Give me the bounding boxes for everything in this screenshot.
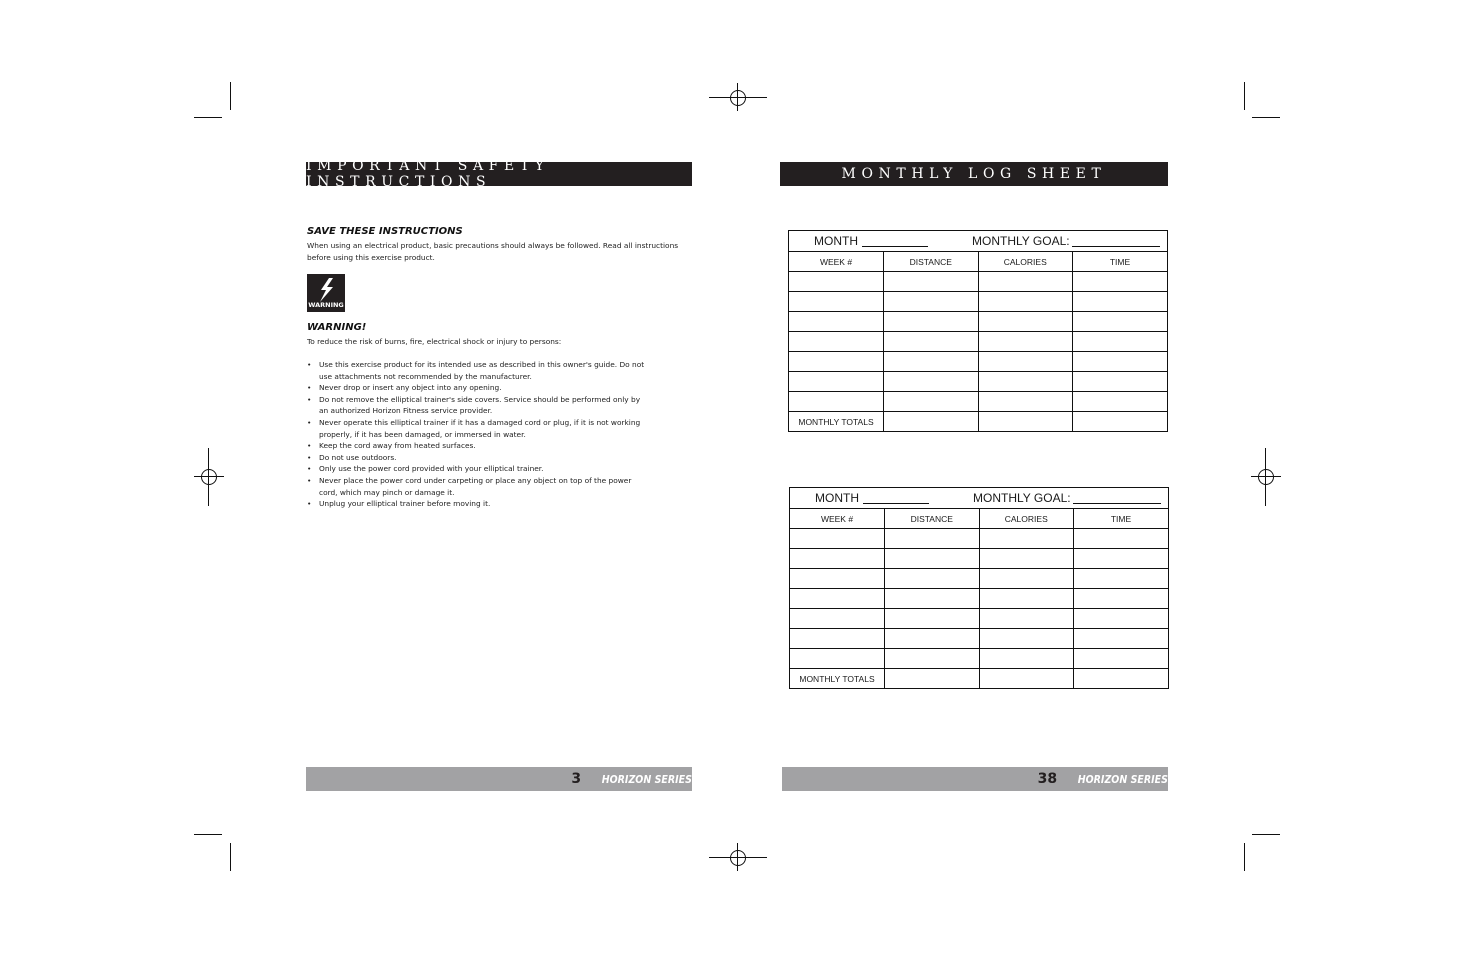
monthly-goal-label: MONTHLY GOAL: <box>973 491 1071 505</box>
column-header: TIME <box>1074 509 1169 529</box>
table-cell <box>978 272 1073 292</box>
column-header: WEEK # <box>789 252 884 272</box>
warning-text: To reduce the risk of burns, fire, electrical shock or injury to persons: <box>307 337 562 346</box>
table-cell <box>979 569 1074 589</box>
table-cell <box>1073 312 1168 332</box>
crop-mark <box>1244 82 1245 110</box>
month-label: MONTH <box>815 491 859 505</box>
table-cell <box>789 332 884 352</box>
log-grid <box>789 252 1167 431</box>
table-cell <box>884 372 979 392</box>
list-item: • Do not use outdoors. <box>307 452 649 464</box>
table-cell <box>979 609 1074 629</box>
table-row <box>790 569 1168 589</box>
table-row <box>789 292 1167 312</box>
table-cell <box>1074 549 1169 569</box>
table-cell <box>789 292 884 312</box>
totals-row <box>789 412 1167 432</box>
intro-text <box>307 240 697 264</box>
goal-entry-line <box>1073 503 1161 504</box>
table-cell <box>789 372 884 392</box>
table-cell <box>978 292 1073 312</box>
table-cell <box>978 352 1073 372</box>
list-item: • Only use the power cord provided with your elliptical trainer. <box>307 463 649 475</box>
table-row <box>790 529 1168 549</box>
column-header: WEEK # <box>790 509 885 529</box>
table-cell <box>884 312 979 332</box>
table-row <box>789 352 1167 372</box>
save-instructions-title: SAVE THESE INSTRUCTIONS <box>307 226 463 237</box>
table-row <box>789 332 1167 352</box>
page-number: 3 <box>571 771 582 787</box>
table-cell <box>789 312 884 332</box>
table-cell <box>790 589 885 609</box>
list-item: • Do not remove the elliptical trainer's side covers. Service should be performed only by an authorized Horizon Fitness service provider. <box>307 394 649 417</box>
table-cell <box>789 392 884 412</box>
table-cell <box>978 412 1073 432</box>
table-cell <box>790 529 885 549</box>
list-item: • Never operate this elliptical trainer if it has a damaged cord or plug, if it is not working properly, if it has been damaged, or immersed in water. <box>307 417 649 440</box>
table-row <box>790 589 1168 609</box>
table-cell <box>1073 272 1168 292</box>
log-sheet-header-text: MONTHLY LOG SHEET <box>841 166 1107 182</box>
table-cell <box>978 332 1073 352</box>
registration-circle-icon <box>1258 469 1274 485</box>
table-cell <box>790 609 885 629</box>
list-item: • Never place the power cord under carpeting or place any object on top of the power cord, which may pinch or damage it. <box>307 475 649 498</box>
column-header: CALORIES <box>978 252 1073 272</box>
month-label: MONTH <box>814 234 858 248</box>
table-cell <box>979 529 1074 549</box>
registration-circle-icon <box>730 850 746 866</box>
column-header: TIME <box>1073 252 1168 272</box>
table-cell <box>790 569 885 589</box>
table-cell <box>1073 352 1168 372</box>
crop-mark <box>1252 834 1280 835</box>
registration-circle-icon <box>730 90 746 106</box>
goal-entry-line <box>1072 246 1160 247</box>
table-cell <box>884 272 979 292</box>
monthly-log-table-1 <box>788 230 1168 432</box>
table-cell <box>885 669 980 689</box>
table-cell <box>790 629 885 649</box>
table-cell <box>885 589 980 609</box>
monthly-log-table-2 <box>789 487 1169 689</box>
table-cell <box>1074 629 1169 649</box>
list-item: • Unplug your elliptical trainer before moving it. <box>307 498 649 510</box>
table-cell <box>1074 589 1169 609</box>
table-cell <box>979 549 1074 569</box>
crop-mark <box>194 117 222 118</box>
table-cell <box>978 372 1073 392</box>
list-item: • Use this exercise product for its intended use as described in this owner's guide. Do not use attachments not recommended by the manufacturer. <box>307 359 649 382</box>
table-cell <box>884 332 979 352</box>
table-cell <box>979 629 1074 649</box>
table-cell <box>978 392 1073 412</box>
table-cell <box>1074 569 1169 589</box>
column-header: DISTANCE <box>885 509 980 529</box>
table-cell <box>885 569 980 589</box>
intro-line-1: When using an electrical product, basic precautions should always be followed. Read all instructions <box>307 241 679 250</box>
list-item: • Keep the cord away from heated surfaces. <box>307 440 649 452</box>
series-name: HORIZON SERIES <box>601 772 692 786</box>
left-footer <box>306 767 692 791</box>
crop-mark <box>230 82 231 110</box>
table-cell <box>979 669 1074 689</box>
table-row <box>789 312 1167 332</box>
table-row <box>789 392 1167 412</box>
table-row <box>789 272 1167 292</box>
table-cell <box>790 549 885 569</box>
table-cell <box>979 589 1074 609</box>
table-cell <box>1073 392 1168 412</box>
column-header: CALORIES <box>979 509 1074 529</box>
table-cell <box>1074 609 1169 629</box>
table-cell <box>885 549 980 569</box>
table-row <box>790 629 1168 649</box>
log-title-row <box>789 231 1167 252</box>
log-title-row <box>790 488 1168 509</box>
safety-header-text: IMPORTANT SAFETY INSTRUCTIONS <box>306 158 550 190</box>
safety-bullet-list <box>307 359 649 510</box>
table-header-row <box>789 252 1167 272</box>
table-cell <box>1074 649 1169 669</box>
crop-mark <box>1252 117 1280 118</box>
table-cell <box>979 649 1074 669</box>
intro-line-2: before using this exercise product. <box>307 253 435 262</box>
table-row <box>790 649 1168 669</box>
list-item: • Never drop or insert any object into any opening. <box>307 382 649 394</box>
warning-lightning-icon <box>307 274 345 312</box>
page-number: 38 <box>1037 771 1058 787</box>
month-entry-line <box>862 246 928 247</box>
crop-mark <box>194 834 222 835</box>
totals-row <box>790 669 1168 689</box>
column-header: DISTANCE <box>884 252 979 272</box>
warning-icon-label: WARNING <box>308 301 344 309</box>
totals-label: MONTHLY TOTALS <box>790 669 885 689</box>
table-cell <box>1073 372 1168 392</box>
table-cell <box>1073 292 1168 312</box>
table-cell <box>885 649 980 669</box>
table-cell <box>884 292 979 312</box>
series-name: HORIZON SERIES <box>1077 772 1168 786</box>
warning-title: WARNING! <box>307 322 367 333</box>
table-cell <box>884 392 979 412</box>
right-footer <box>782 767 1168 791</box>
totals-label: MONTHLY TOTALS <box>789 412 884 432</box>
table-cell <box>1074 529 1169 549</box>
lightning-bolt-icon <box>307 276 345 304</box>
table-cell <box>790 649 885 669</box>
table-row <box>790 549 1168 569</box>
crop-mark <box>230 843 231 871</box>
table-cell <box>1073 412 1168 432</box>
month-entry-line <box>863 503 929 504</box>
log-sheet-header <box>780 162 1168 186</box>
table-cell <box>884 412 979 432</box>
log-grid <box>790 509 1168 688</box>
table-header-row <box>790 509 1168 529</box>
table-cell <box>1073 332 1168 352</box>
crop-mark <box>1244 843 1245 871</box>
monthly-goal-label: MONTHLY GOAL: <box>972 234 1070 248</box>
table-cell <box>885 629 980 649</box>
table-row <box>790 609 1168 629</box>
safety-header <box>306 158 692 190</box>
table-cell <box>885 529 980 549</box>
table-cell <box>885 609 980 629</box>
registration-circle-icon <box>201 469 217 485</box>
table-row <box>789 372 1167 392</box>
table-cell <box>789 272 884 292</box>
table-cell <box>1074 669 1169 689</box>
table-cell <box>978 312 1073 332</box>
table-cell <box>884 352 979 372</box>
table-cell <box>789 352 884 372</box>
